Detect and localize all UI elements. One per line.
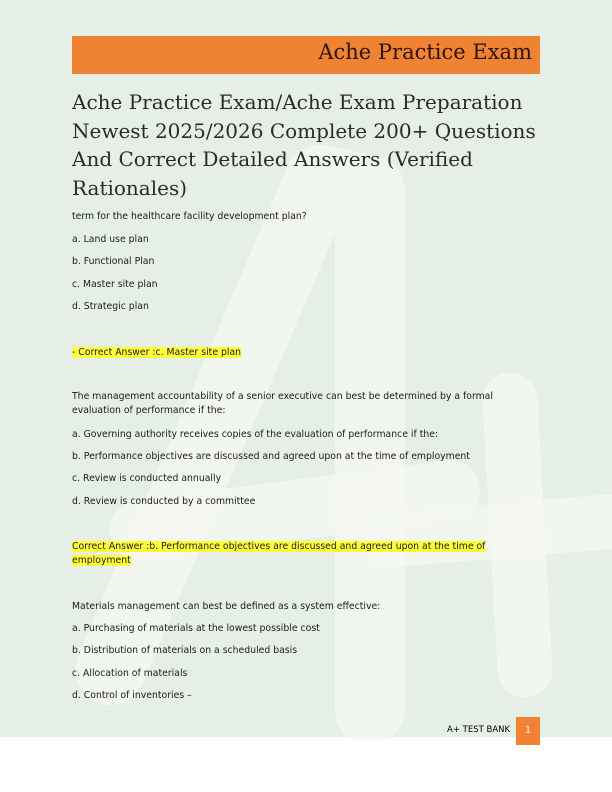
answer-option: d. Strategic plan — [72, 301, 149, 312]
question-text: term for the healthcare facility development plan? — [72, 211, 307, 222]
answer-option: b. Functional Plan — [72, 256, 155, 267]
document-title: Ache Practice Exam/Ache Exam Preparation Newest 2025/2026 Complete 200+ Questions And Correct Detailed Answers (Verified Rationales) — [72, 90, 536, 200]
header-bar — [72, 36, 540, 74]
answer-option: b. Performance objectives are discussed and agreed upon at the time of employment — [72, 451, 470, 462]
question-text: The management accountability of a senior executive can best be determined by a formal evaluation of performance if the: — [72, 391, 493, 416]
answer-option: b. Distribution of materials on a scheduled basis — [72, 645, 298, 656]
answer-option: c. Master site plan — [72, 279, 158, 290]
answer-option: a. Land use plan — [72, 234, 149, 245]
correct-answer: Correct Answer :b. Performance objectives are discussed and agreed upon at the time of employment — [72, 541, 486, 566]
answer-option: c. Review is conducted annually — [72, 473, 222, 484]
header-title: Ache Practice Exam — [318, 40, 532, 64]
answer-option: a. Governing authority receives copies of the evaluation of performance if the: — [72, 429, 439, 440]
answer-option: a. Purchasing of materials at the lowest possible cost — [72, 623, 320, 634]
footer-label: A+ TEST BANK — [447, 725, 511, 735]
page-number: 1 — [516, 717, 540, 745]
question-text: Materials management can best be defined as a system effective: — [72, 601, 381, 612]
answer-option: d. Review is conducted by a committee — [72, 496, 256, 507]
answer-option: c. Allocation of materials — [72, 668, 188, 679]
correct-answer: - Correct Answer :c. Master site plan — [72, 347, 242, 358]
answer-option: d. Control of inventories – — [72, 690, 192, 701]
